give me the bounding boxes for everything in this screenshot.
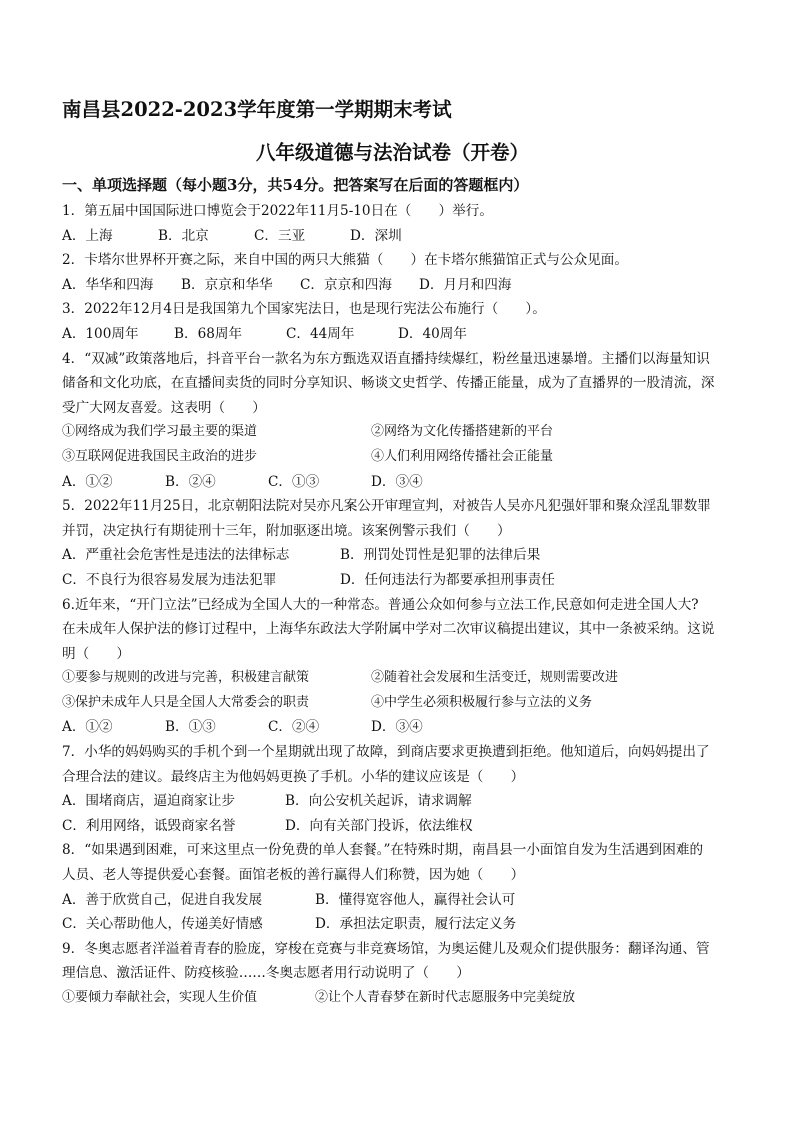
option-d: D．任何违法行为都要承担刑事责任 xyxy=(340,571,555,588)
statement-3: ③保护未成年人只是全国人大常委会的职责 xyxy=(62,694,310,710)
question-5-stem-line-1: 5．2022年11月25日，北京朝阳法院对吴亦凡案公开审理宣判，对被告人吴亦凡犯强奸罪和聚众淫乱罪数罪 xyxy=(62,498,711,515)
question-4-stem-line-1: 4．“双减”政策落地后，抖音平台一款名为东方甄选双语直播持续爆红，粉丝量迅速暴增。主播们以海量知识 xyxy=(62,350,710,367)
option-c: C．①③ xyxy=(268,473,320,490)
question-6-stem-line-3: 明（ ） xyxy=(62,645,130,662)
question-7-stem-line-1: 7．小华的妈妈购买的手机个到一个星期就出现了故障，到商店要求更换遭到拒绝。他知道后，向妈妈提出了 xyxy=(62,744,710,761)
question-1-options xyxy=(62,224,742,249)
question-6-options xyxy=(62,715,742,740)
question-5-options-row-2 xyxy=(62,568,742,593)
statement-3: ③互联网促进我国民主政治的进步 xyxy=(62,448,258,464)
question-8-options-row-1 xyxy=(62,888,742,913)
question-2-stem: 2．卡塔尔世界杯开赛之际，来自中国的两只大熊猫（ ）在卡塔尔熊猫馆正式与公众见面。 xyxy=(62,252,628,269)
question-3-options xyxy=(62,322,742,347)
question-1-stem: 1．第五届中国国际进口博览会于2022年11月5-10日在（ ）举行。 xyxy=(62,203,493,219)
question-6-stem-line-1: 6.近年来，“开门立法”已经成为全国人大的一种常态。普通公众如何参与立法工作,民意如何走进全国人大? xyxy=(62,596,699,613)
question-4-stem-line-2: 储备和文化功底，在直播间卖货的同时分享知识、畅谈文史哲学、传播正能量，成为了直播界的一股清流，深 xyxy=(62,375,715,392)
option-c: C．京京和四海 xyxy=(300,276,392,293)
statement-1: ①要倾力奉献社会，实现人生价值 xyxy=(62,990,258,1005)
question-4-stem-line-3: 受广大网友喜爱。这表明（ ） xyxy=(62,399,266,416)
option-a: A．①② xyxy=(62,473,113,490)
section-heading: 一、单项选择题（每小题3分，共54分。把答案写在后面的答题框内） xyxy=(62,176,529,194)
question-8-stem-line-2: 人员、老人等提供爱心套餐。面馆老板的善行赢得人们称赞，因为她（ ） xyxy=(62,867,525,884)
option-c: C．关心帮助他人，传递美好情感 xyxy=(62,916,263,933)
question-3-stem: 3．2022年12月4日是我国第九个国家宪法日，也是现行宪法公布施行（ ）。 xyxy=(62,301,546,318)
option-d: D．深圳 xyxy=(350,227,402,244)
question-4-statements-row-2 xyxy=(62,445,742,470)
question-5-options-row-1 xyxy=(62,543,742,568)
question-list xyxy=(62,199,742,1011)
option-b: B．②④ xyxy=(165,473,216,490)
option-c: C．三亚 xyxy=(254,227,306,244)
option-a: A．华华和四海 xyxy=(62,276,154,293)
question-6-statements-row-1 xyxy=(62,666,742,691)
question-6-statements-row-2 xyxy=(62,691,742,716)
option-a: A．100周年 xyxy=(62,325,139,342)
question-2-options xyxy=(62,273,742,298)
question-9-statements-row-1 xyxy=(62,986,742,1011)
option-d: D．40周年 xyxy=(398,325,467,342)
option-d: D．承担法定职责，履行法定义务 xyxy=(315,916,517,933)
statement-1: ①要参与规则的改进与完善，积极建言献策 xyxy=(62,670,310,686)
question-4-statements-row-1 xyxy=(62,420,742,445)
option-a: A．严重社会危害性是违法的法律标志 xyxy=(62,547,290,564)
option-c: C．不良行为很容易发展为违法犯罪 xyxy=(62,571,277,588)
option-b: B．①③ xyxy=(165,719,216,736)
option-d: D．月月和四海 xyxy=(419,276,512,293)
option-b: B．向公安机关起诉，请求调解 xyxy=(285,793,472,810)
option-b: B．刑罚处罚性是犯罪的法律后果 xyxy=(340,547,541,564)
question-8-options-row-2 xyxy=(62,912,742,937)
question-6-stem-line-2: 在未成年人保护法的修订过程中，上海华东政法大学附属中学对二次审议稿提出建议，其中一条被采纳。这说 xyxy=(62,621,715,638)
option-b: B．北京 xyxy=(158,227,209,244)
option-c: C．44周年 xyxy=(286,325,355,342)
question-9-stem-line-2: 理信息、激活证件、防疫核验……冬奥志愿者用行动说明了（ ） xyxy=(62,965,470,982)
option-a: A．善于欣赏自己，促进自我发展 xyxy=(62,891,263,908)
statement-4: ④中学生必须积极履行参与立法的义务 xyxy=(371,694,593,710)
question-7-options-row-1 xyxy=(62,789,742,814)
question-8-stem-line-1: 8．“如果遇到困难，可来这里点一份免费的单人套餐。”在特殊时期，南昌县一小面馆自发为生活遇到困难的 xyxy=(62,842,704,859)
statement-4: ④人们利用网络传播社会正能量 xyxy=(371,448,554,464)
statement-1: ①网络成为我们学习最主要的渠道 xyxy=(62,424,258,440)
option-d: D．向有关部门投诉，依法维权 xyxy=(285,817,473,834)
question-7-options-row-2 xyxy=(62,814,742,839)
option-c: C．②④ xyxy=(268,719,320,736)
question-5-stem-line-2: 并罚，决定执行有期徒刑十三年，附加驱逐出境。该案例警示我们（ ） xyxy=(62,522,511,539)
question-4-options xyxy=(62,470,742,495)
statement-2: ②随着社会发展和生活变迁，规则需要改进 xyxy=(371,670,619,686)
option-a: A．围堵商店，逼迫商家让步 xyxy=(62,793,235,810)
option-b: B．懂得宽容他人，赢得社会认可 xyxy=(315,891,516,908)
statement-2: ②网络为文化传播搭建新的平台 xyxy=(371,424,554,440)
option-b: B．68周年 xyxy=(174,325,243,342)
question-9-stem-line-1: 9．冬奥志愿者洋溢着青春的脸庞，穿梭在竞赛与非竞赛场馆，为奥运健儿及观众们提供服务：翻译沟通、管 xyxy=(62,940,710,957)
statement-2: ②让个人青春梦在新时代志愿服务中完美绽放 xyxy=(315,990,576,1005)
exam-title: 南昌县2022-2023学年度第一学期期末考试 xyxy=(62,98,452,121)
option-d: D．③④ xyxy=(371,473,423,490)
exam-subtitle: 八年级道德与法治试卷（开卷） xyxy=(256,141,530,164)
option-c: C．利用网络，诋毁商家名誉 xyxy=(62,817,236,834)
option-a: A．上海 xyxy=(62,227,113,244)
option-d: D．③④ xyxy=(371,719,423,736)
option-a: A．①② xyxy=(62,719,113,736)
question-7-stem-line-2: 合理合法的建议。最终店主为他妈妈更换了手机。小华的建议应该是（ ） xyxy=(62,768,525,785)
option-b: B．京京和华华 xyxy=(181,276,273,293)
